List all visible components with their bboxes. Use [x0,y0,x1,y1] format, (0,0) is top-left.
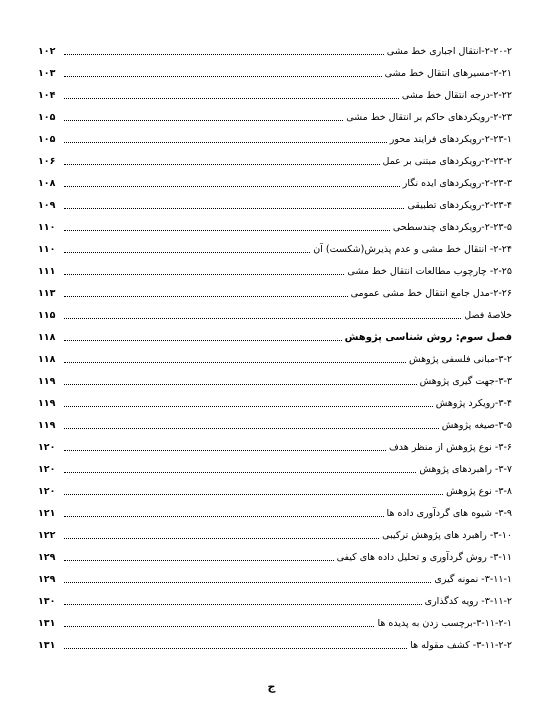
dot-leader [64,164,380,165]
toc-row[interactable] [38,168,512,190]
toc-row[interactable] [38,586,512,608]
toc-entry-title: ۲-۲۳-۵-رویکردهای چندسطحی [392,222,512,233]
table-of-contents [38,36,512,652]
toc-entry-title: ۳-۳-جهت گیری پژوهش [419,376,512,387]
toc-entry-title: ۳-۱۱-۲-۲- کشف مقوله ها [410,640,512,651]
toc-entry-page: ۱۱۰ [38,244,56,255]
toc-row[interactable] [38,454,512,476]
toc-row[interactable] [38,498,512,520]
toc-row[interactable] [38,432,512,454]
toc-entry-title: ۲-۲۱-مسیرهای انتقال خط مشی [384,68,512,79]
dot-leader [64,76,382,77]
toc-entry-page: ۱۰۳ [38,68,56,79]
toc-row[interactable] [38,146,512,168]
toc-entry-title: ۳-۹- شیوه های گردآوری داده ها [386,508,512,519]
dot-leader [64,626,374,627]
dot-leader [64,582,431,583]
toc-entry-title: ۳-۸- نوع پژوهش [446,486,512,497]
dot-leader [64,560,334,561]
toc-entry-page: ۱۱۹ [38,420,56,431]
toc-row[interactable] [38,190,512,212]
dot-leader [64,186,400,187]
dot-leader [64,384,417,385]
toc-row[interactable] [38,212,512,234]
toc-row[interactable] [38,344,512,366]
toc-row[interactable] [38,124,512,146]
toc-entry-title: ۳-۴-رویکرد پژوهش [435,398,512,409]
toc-entry-title: ۲-۲۳-۱-رویکردهای فرایند محور [389,134,512,145]
dot-leader [64,98,399,99]
dot-leader [64,428,439,429]
toc-entry-title: ۲-۲۲-درجه انتقال خط مشی [401,90,512,101]
dot-leader [64,230,390,231]
dot-leader [64,142,387,143]
toc-entry-page: ۱۰۲ [38,46,56,57]
dot-leader [64,318,461,319]
toc-row[interactable] [38,542,512,564]
toc-entry-title: ۳-۱۱-۱- نمونه گیری [434,574,512,585]
page-number: ج [267,680,276,693]
toc-row[interactable] [38,36,512,58]
toc-row[interactable] [38,58,512,80]
toc-row[interactable] [38,300,512,322]
toc-entry-page: ۱۱۵ [38,310,56,321]
toc-row[interactable] [38,256,512,278]
toc-entry-page: ۱۲۰ [38,486,56,497]
toc-entry-page: ۱۳۰ [38,596,56,607]
dot-leader [64,516,384,517]
toc-entry-title: ۳-۲-مبانی فلسفی پژوهش [409,354,512,365]
dot-leader [64,648,407,649]
toc-chapter-row[interactable] [38,322,512,344]
toc-entry-title: ۲-۲۵- چارچوب مطالعات انتقال خط مشی [347,266,512,277]
dot-leader [64,494,443,495]
toc-row[interactable] [38,102,512,124]
dot-leader [64,208,404,209]
toc-entry-page: ۱۱۸ [38,354,56,365]
toc-entry-page: ۱۰۸ [38,178,56,189]
dot-leader [64,54,384,55]
toc-entry-page: ۱۲۰ [38,464,56,475]
toc-entry-page: ۱۱۱ [38,266,56,277]
toc-entry-title: ۲-۲۳-۴-رویکردهای تطبیقی [407,200,512,211]
toc-entry-title: ۳-۱۱-۲- رویه کدگذاری [424,596,512,607]
toc-entry-page: ۱۰۵ [38,112,56,123]
toc-entry-page: ۱۲۹ [38,552,56,563]
toc-entry-page: ۱۱۰ [38,222,56,233]
dot-leader [64,274,344,275]
toc-entry-title: ۲-۲۶-مدل جامع انتقال خط مشی عمومی [350,288,512,299]
toc-entry-title: ۳-۱۱-۲-۱-برچسب زدن به پدیده ها [377,618,512,629]
dot-leader [64,340,342,341]
toc-row[interactable] [38,388,512,410]
dot-leader [64,406,433,407]
dot-leader [64,472,416,473]
toc-entry-page: ۱۰۵ [38,134,56,145]
toc-entry-title: ۲-۲۳-رویکردهای حاکم بر انتقال خط مشی [346,112,512,123]
toc-row[interactable] [38,278,512,300]
toc-entry-title: ۳-۵-صیغه پژوهش [441,420,512,431]
toc-row[interactable] [38,520,512,542]
toc-entry-title: ۲-۲۳-۲-رویکردهای مبتنی بر عمل [382,156,512,167]
dot-leader [64,296,348,297]
toc-row[interactable] [38,366,512,388]
toc-row[interactable] [38,80,512,102]
toc-entry-title: ۲-۲۰-۲-انتقال اجباری خط مشی [386,46,512,57]
dot-leader [64,120,343,121]
toc-row[interactable] [38,234,512,256]
toc-entry-page: ۱۲۰ [38,442,56,453]
toc-row[interactable] [38,564,512,586]
toc-entry-page: ۱۳۱ [38,618,56,629]
toc-row[interactable] [38,630,512,652]
toc-row[interactable] [38,608,512,630]
toc-entry-page: ۱۲۹ [38,574,56,585]
toc-entry-title: ۲-۲۳-۳-رویکردهای ایده نگار [402,178,512,189]
dot-leader [64,362,406,363]
toc-entry-title: خلاصهٔ فصل [464,310,512,321]
toc-entry-title: ۳-۱۰- راهبرد های پژوهش ترکیبی [382,530,512,541]
toc-entry-page: ۱۳۱ [38,640,56,651]
toc-row[interactable] [38,476,512,498]
toc-entry-title: ۳-۱۱- روش گردآوری و تحلیل داده های کیفی [336,552,512,563]
toc-entry-title: فصل سوم: روش شناسی پژوهش [344,332,512,343]
toc-entry-page: ۱۱۹ [38,376,56,387]
toc-entry-page: ۱۰۶ [38,156,56,167]
dot-leader [64,604,422,605]
toc-entry-page: ۱۱۳ [38,288,56,299]
toc-entry-title: ۲-۲۴- انتقال خط مشی و عدم پذیرش(شکست) آن [313,244,512,255]
toc-entry-page: ۱۱۸ [38,332,56,343]
toc-entry-page: ۱۲۱ [38,508,56,519]
toc-entry-title: ۳-۶- نوع پژوهش از منظر هدف [388,442,512,453]
dot-leader [64,450,386,451]
dot-leader [64,252,310,253]
toc-row[interactable] [38,410,512,432]
toc-entry-page: ۱۰۹ [38,200,56,211]
toc-entry-page: ۱۰۴ [38,90,56,101]
dot-leader [64,538,379,539]
toc-entry-page: ۱۱۹ [38,398,56,409]
toc-entry-title: ۳-۷- راهبردهای پژوهش [419,464,512,475]
toc-entry-page: ۱۲۲ [38,530,56,541]
